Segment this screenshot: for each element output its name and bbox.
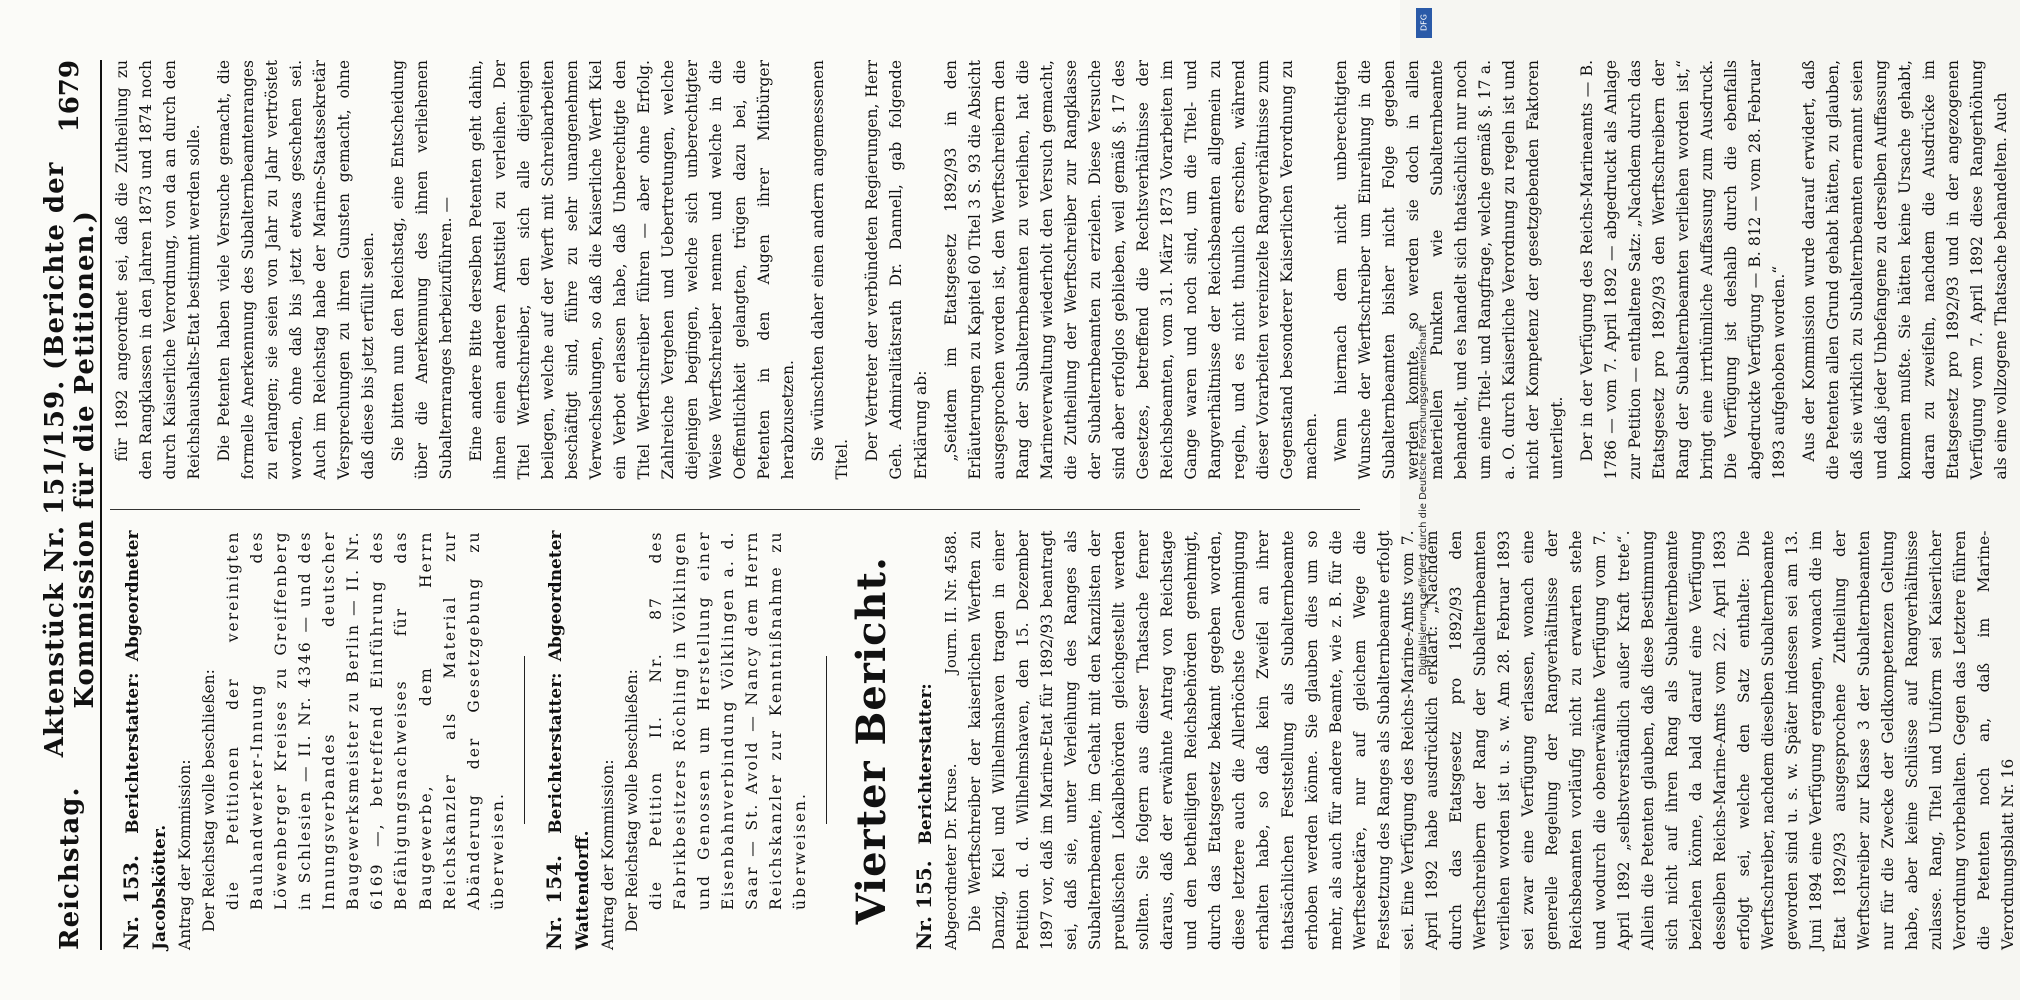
entry-154-title bbox=[539, 531, 596, 951]
right-paragraph: für 1892 angeordnet sei, daß die Zutheilung zu den Rangklassen in den Jahren 1873 und 1874 noch durch Kaiserliche Verordnung, von da an durch den Reichshaushalts-Etat bestimmt werden solle. bbox=[113, 60, 204, 480]
entry-155-reporter-name: Abgeordneter Dr. Kruse. bbox=[942, 763, 961, 950]
entry-154-lead: Der Reichstag wolle beschließen: bbox=[622, 669, 641, 932]
entry-154-number: Nr. 154. bbox=[541, 855, 566, 950]
page-number: 1679 bbox=[55, 60, 85, 133]
right-paragraph: Sie bitten nun den Reichstag, eine Entscheidung über die Anerkennung des ihnen verliehenen Subalternranges herbeizuführen. — bbox=[389, 60, 456, 480]
entry-155-reporter-label: Berichterstatter: bbox=[916, 683, 937, 845]
entry-155-reporter-line bbox=[940, 531, 963, 951]
entry-153-title bbox=[116, 531, 173, 951]
entry-154-body: die Petition II. Nr. 87 des Fabrikbesitzers Röchling in Völklingen und Genossen um Herstellung einer Eisenbahnverbindung Völklingen a. d. Saar — St. Avold — Nancy dem Herrn Reichskanzler zur Kenntnißnahme zu überweisen. bbox=[646, 530, 810, 910]
right-paragraph: Eine andere Bitte derselben Petenten geht dahin, ihnen einen anderen Amtstitel zu verleihen. Der Titel Werftschreiber, den sich alle diejenigen beilegen, welche auf der Werft mit Schreibarbeiten beschäftigt sind, führe zu sehr unangenehmen Verwechselungen, so daß die Kaiserliche Werft Kiel ein Verbot erlassen habe, daß Unberechtigte den Titel Werftschreiber führen — aber ohne Erfolg. Zahlreiche Vergehen und Uebertretungen, welche diejenigen begingen, welche sich unberechtigter Weise Werftschreiber nennen und welche in die Oeffentlichkeit gelangten, trügen dazu bei, die Petenten in den Augen ihrer Mitbürger herabzusetzen. bbox=[467, 60, 798, 480]
entry-155-number: Nr. 155. bbox=[912, 860, 937, 950]
dfg-logo: DFG bbox=[1416, 8, 1432, 38]
section-heading: Vierter Bericht. bbox=[848, 556, 896, 925]
entry-154-reporter: Berichterstatter: Abgeordneter Wattendorff. bbox=[545, 530, 593, 950]
page-header bbox=[40, 60, 102, 950]
header-left: Reichstag. bbox=[55, 786, 85, 950]
right-paragraph: Wenn hiernach dem nicht unberechtigten Wunsche der Werftschreiber um Einreihung in die Subalternbeamten bisher nicht Folge gegeben werden konnte, so werden sie doch in allen materiellen Punkten wie Subalternbeamte behandelt, und es handelt sich thatsächlich nur noch um eine Titel- und Rangfrage, welche gemäß §. 17 a. a. O. durch Kaiserliche Verordnung zu regeln ist und nicht der Kompetenz der gesetzgebenden Faktoren unterliegt. bbox=[1331, 60, 1566, 480]
right-paragraph: Aus der Kommission wurde darauf erwidert, daß die Petenten allen Grund gehabt hätten, zu glauben, daß sie wirklich zu Subalternbeamten ernannt seien und daß jeder Unbefangene zu derselben Auffassung kommen mußte. Sie hätten keine Ursache gehabt, daran zu zweifeln, nachdem die Ausdrücke im Etatsgesetz pro 1892/93 und in der angezogenen Verfügung vom 7. April 1892 diese Rangerhöhung als eine vollzogene Thatsache behandelten. Auch bbox=[1800, 60, 2011, 480]
right-paragraph: Der in der Verfügung des Reichs-Marineamts — B. 1786 — vom 7. April 1892 — abgedruckt als Anlage zur Petition — enthaltene Satz: „Nachdem durch das Etatsgesetz pro 1892/93 den Werftschreibern der Rang der Subalternbeamten verliehen worden ist,“ bringt eine irrthümliche Auffassung zum Ausdruck. Die Verfügung ist deshalb durch die ebenfalls abgedruckte Verfügung — B. 812 — vom 28. Februar 1893 aufgehoben worden.“ bbox=[1577, 60, 1789, 480]
divider bbox=[826, 656, 827, 824]
right-paragraph: Sie wünschten daher einen andern angemessenen Titel. bbox=[809, 60, 852, 480]
right-paragraph: Der Vertreter der verbündeten Regierungen, Herr Geh. Admiralitätsrath Dr. Dannell, gab folgende Erklärung ab: bbox=[863, 60, 930, 480]
entry-155-paragraph: Die Werftschreiber der kaiserlichen Werften zu Danzig, Kiel und Wilhelmshaven tragen in einer Petition d. d. Wilhelmshaven, den 15. Dezember 1897 vor, daß im Marine-Etat für 1892/93 beantragt sei, daß sie, unter Verleihung des Ranges als Subalternbeamte, im Gehalt mit den Kanzlisten der preußischen Lokalbehörden gleichgestellt werden sollten. Sie folgern aus dieser Thatsache ferner daraus, daß der erwähnte Antrag von Reichstage und den betheiligten Reichsbehörden genehmigt, durch das Etatsgesetz bekannt gegeben worden, diese letztere auch die Allerhöchste Genehmigung erhalten habe, so daß kein Zweifel an ihrer thatsächlichen Feststellung als Subalternbeamte erhoben werden könne. Sie glauben dies um so mehr, als auch für andere Beamte, wie z. B. für die Werftsekretäre, nur auf gleichem Wege die Festsetzung des Ranges als Subalternbeamte erfolgt sei. Eine Verfügung des Reichs-Marine-Amts vom 7. April 1892 habe ausdrücklich erklärt: „Nachdem durch das Etatsgesetz pro 1892/93 den Werftschreibern der Rang der Subalternbeamten verliehen worden ist u. s. w. Am 28. Februar 1893 sei zwar eine Verfügung erlassen, wonach eine generelle Regelung der Rangverhältnisse der Reichsbeamten vorläufig nicht zu erwarten stehe und wodurch die obenerwähnte Verfügung vom 7. April 1892 „selbstverständlich außer Kraft trete“. Allein die Petenten glauben, daß diese Bestimmung sich nicht auf ihren Rang als Subalternbeamte beziehen könne, da bald darauf eine Verfügung desselben Reichs-Marine-Amts vom 22. April 1893 erfolgt sei, welche den Satz enthalte: Die Werftschreiber, nachdem dieselben Subalternbeamte geworden sind u. s. w. Später indessen sei am 13. Juni 1894 eine Verfügung ergangen, wonach die im Etat 1892/93 ausgesprochene Zutheilung der Werftschreiber zur Klasse 3 der Subalternbeamten nur für die Zwecke der Geldkompetenzen Geltung habe, aber keine Schlüsse auf Rangverhältnisse zulasse. Rang, Titel und Uniform sei Kaiserlicher Verordnung vorbehalten. Gegen das Letztere führen die Petenten noch an, daß im Marine-Verordnungsblatt Nr. 16 bbox=[966, 530, 2017, 950]
entry-153-number: Nr. 153. bbox=[119, 855, 143, 950]
entry-153-reporter: Berichterstatter: Abgeordneter Jacobskötter. bbox=[123, 530, 170, 950]
entry-153-body: die Petitionen der vereinigten Bauhandwerker-Innung des Löwenberger Kreises zu Greiffenberg in Schlesien — II. Nr. 4346 — und des Innungsverbandes deutscher Baugewerksmeister zu Berlin — II. Nr. 6169 —, betreffend Einführung des Befähigungsnachweises für das Baugewerbe, dem Herrn Reichskanzler als Material zur Abänderung der Gesetzgebung zu überweisen. bbox=[224, 530, 507, 910]
entry-153-antrag: Antrag der Kommission: bbox=[176, 759, 195, 950]
digitization-note bbox=[1418, 20, 1432, 980]
right-paragraph: „Seitdem im Etatsgesetz 1892/93 in den Erläuterungen zu Kapitel 60 Titel 3 S. 93 die Absicht ausgesprochen worden ist, den Werftschreibern den Rang der Subalternbeamten zu verleihen, hat die Marineverwaltung wiederholt den Versuch gemacht, die Zutheilung der Werftschreiber zur Rangklasse der Subalternbeamten zu erzielen. Diese Versuche sind aber erfolglos geblieben, weil gemäß §. 17 des Gesetzes, betreffend die Rechtsverhältnisse der Reichsbeamten, vom 31. März 1873 Vorarbeiten im Gange waren und noch sind, um die Titel- und Rangverhältnisse der Reichsbeamten allgemein zu regeln, und es nicht thunlich erschien, während dieser Vorarbeiten vereinzelte Rangverhältnisse zum Gegenstand besonderer Kaiserlichen Verordnung zu machen. bbox=[941, 60, 1320, 480]
entry-154-antrag: Antrag der Kommission: bbox=[598, 759, 617, 950]
entry-155-title bbox=[909, 531, 940, 951]
divider bbox=[524, 656, 525, 824]
left-column bbox=[110, 510, 2017, 951]
entry-153-lead: Der Reichstag wolle beschließen: bbox=[200, 669, 219, 932]
header-title: Aktenstück Nr. 151/159. (Berichte der Kommission für die Petitionen.) bbox=[40, 161, 100, 758]
digitization-note-text: Digitalisierung gefördert durch die Deutsche Forschungsgemeinschaft bbox=[1418, 324, 1429, 676]
right-column bbox=[110, 60, 2011, 480]
entry-155-journal: Journ. II. Nr. 4588. bbox=[942, 530, 961, 675]
right-paragraph: Die Petenten haben viele Versuche gemacht, die formelle Anerkennung des Subalternbeamtenranges zu erlangen; sie seien von Jahr zu Jahr vertröstet worden, ohne daß bis jetzt etwas geschehen sei. Auch im Reichstag habe der Marine-Staatssekretär Versprechungen zu ihren Gunsten gemacht, ohne daß diese bis jetzt erfüllt seien. bbox=[215, 60, 378, 480]
